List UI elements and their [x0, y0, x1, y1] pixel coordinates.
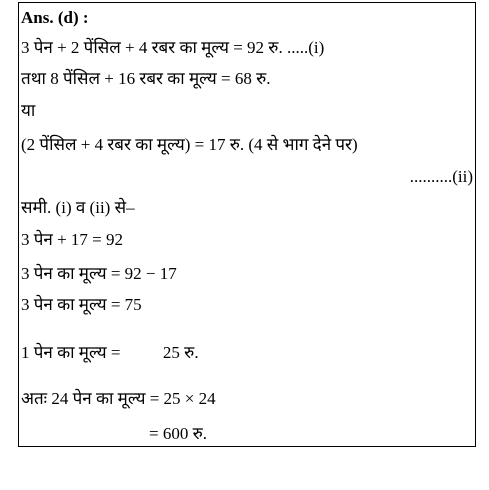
equation-ref-ii: ..........(ii) [409, 167, 473, 186]
or-line: या [21, 101, 36, 120]
answer-box [18, 2, 476, 447]
final-answer: = 600 रु. [149, 424, 208, 443]
step-line-4: 1 पेन का मूल्य = 25 रु. [21, 343, 199, 362]
step-line-5: अतः 24 पेन का मूल्य = 25 × 24 [21, 389, 216, 408]
combine-line: समी. (i) व (ii) से– [21, 198, 135, 217]
step-line-3: 3 पेन का मूल्य = 75 [21, 295, 142, 314]
answer-heading: Ans. (d) : [21, 8, 89, 27]
step-line-1: 3 पेन + 17 = 92 [21, 230, 124, 249]
equation-line-2: तथा 8 पेंसिल + 16 रबर का मूल्य = 68 रु. [21, 69, 271, 88]
equation-line-1: 3 पेन + 2 पेंसिल + 4 रबर का मूल्य = 92 रु. .....(i) [21, 38, 325, 57]
equation-line-3: (2 पेंसिल + 4 रबर का मूल्य) = 17 रु. (4 से भाग देने पर) [21, 135, 358, 154]
step-line-2: 3 पेन का मूल्य = 92 − 17 [21, 264, 177, 283]
